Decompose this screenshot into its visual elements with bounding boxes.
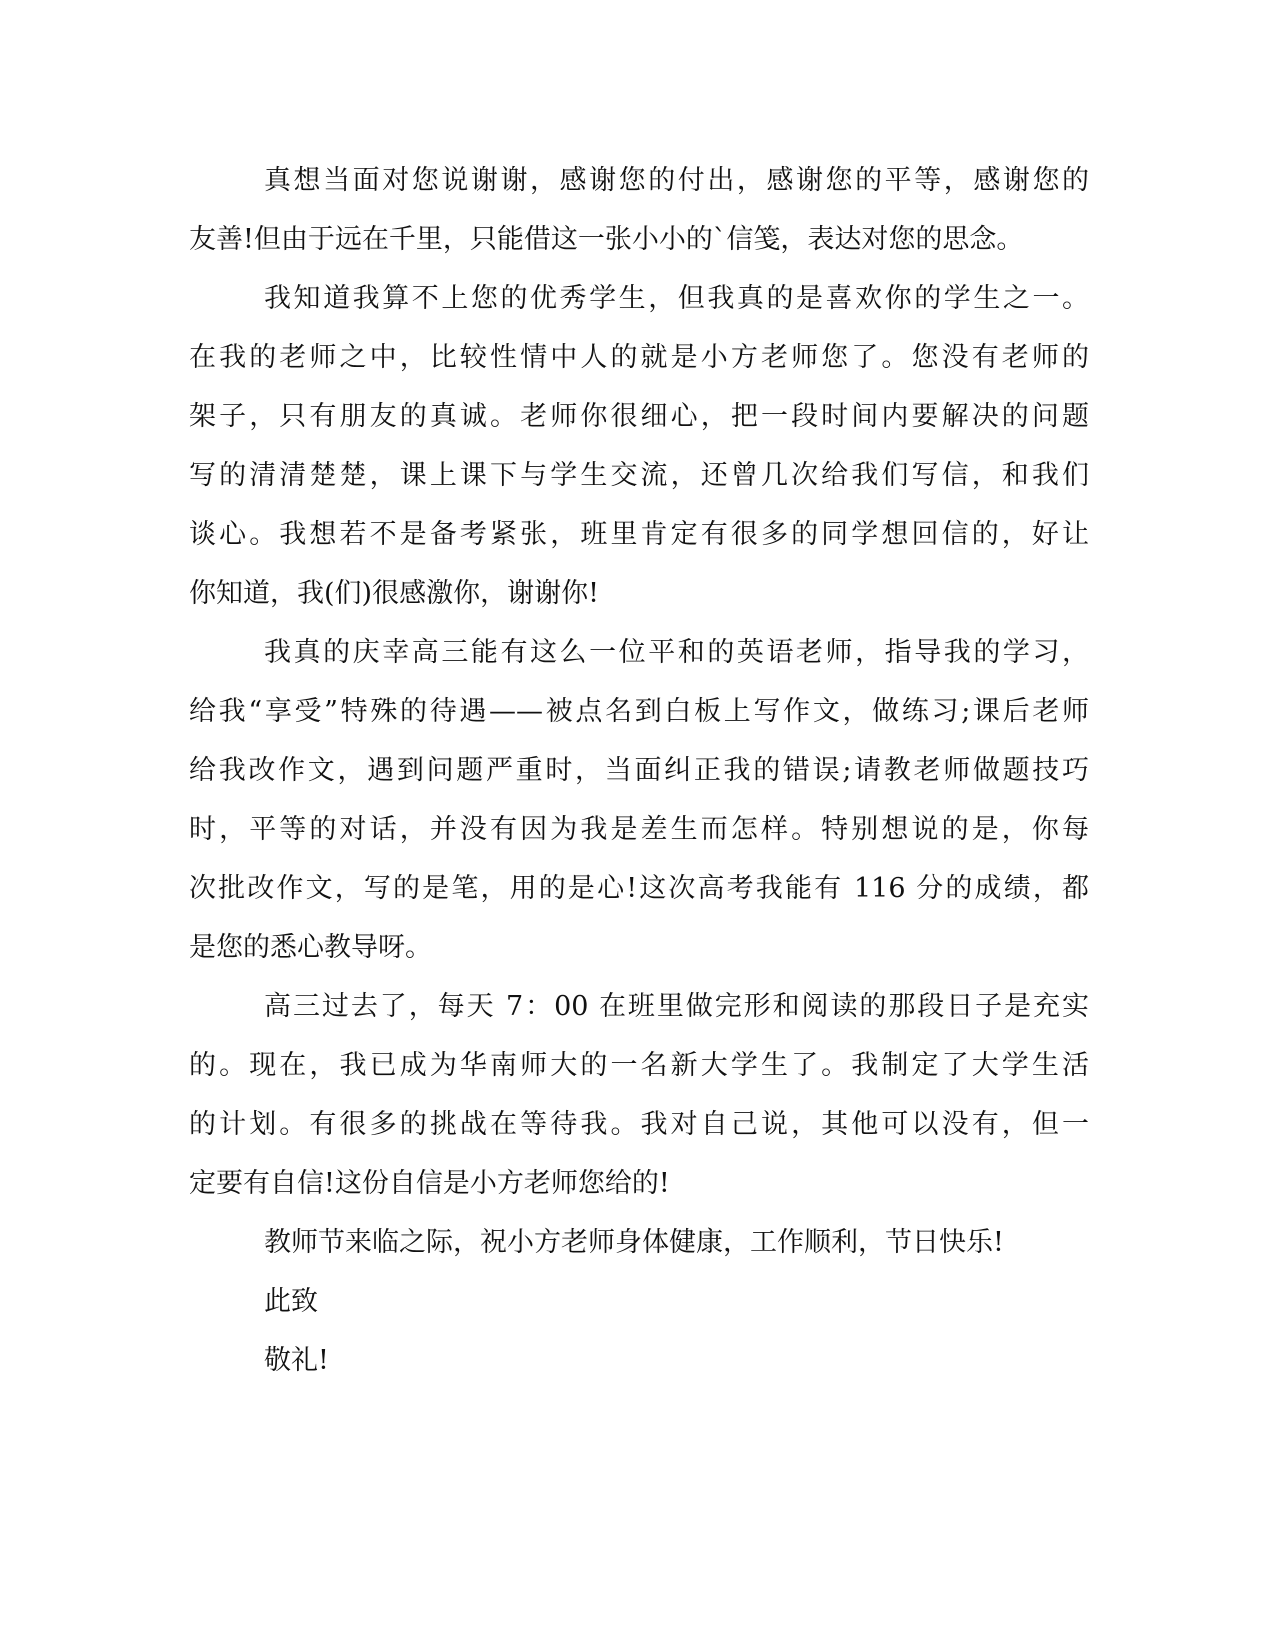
closing-regards: 敬礼! — [264, 1345, 329, 1376]
paragraph-2-line-5: 谈心。我想若不是备考紧张，班里肯定有很多的同学想回信的，好让 — [189, 519, 1089, 550]
paragraph-2-line-1: 我知道我算不上您的优秀学生，但我真的是喜欢你的学生之一。 — [264, 283, 1089, 314]
paragraph-3-line-2: 给我“享受”特殊的待遇——被点名到白板上写作文，做练习;课后老师 — [189, 696, 1089, 727]
paragraph-2-line-3: 架子，只有朋友的真诚。老师你很细心，把一段时间内要解决的问题 — [189, 401, 1089, 432]
paragraph-1-line-1: 真想当面对您说谢谢，感谢您的付出，感谢您的平等，感谢您的 — [264, 165, 1089, 196]
paragraph-3-line-5: 次批改作文，写的是笔，用的是心!这次高考我能有 116 分的成绩，都 — [189, 873, 1089, 904]
paragraph-2-line-6: 你知道，我(们)很感激你，谢谢你! — [189, 578, 599, 609]
paragraph-3-line-6: 是您的悉心教导呀。 — [189, 932, 432, 963]
paragraph-3-line-4: 时，平等的对话，并没有因为我是差生而怎样。特别想说的是，你每 — [189, 814, 1089, 845]
paragraph-3-line-1: 我真的庆幸高三能有这么一位平和的英语老师，指导我的学习， — [264, 637, 1089, 668]
paragraph-1-line-2: 友善!但由于远在千里，只能借这一张小小的`信笺，表达对您的思念。 — [189, 224, 1024, 255]
paragraph-2-line-2: 在我的老师之中，比较性情中人的就是小方老师您了。您没有老师的 — [189, 342, 1089, 373]
paragraph-2-line-4: 写的清清楚楚，课上课下与学生交流，还曾几次给我们写信，和我们 — [189, 460, 1089, 491]
paragraph-4-line-1: 高三过去了，每天 7：00 在班里做完形和阅读的那段日子是充实 — [264, 991, 1089, 1022]
paragraph-5-line-1: 教师节来临之际，祝小方老师身体健康，工作顺利，节日快乐! — [264, 1227, 1004, 1258]
paragraph-4-line-3: 的计划。有很多的挑战在等待我。我对自己说，其他可以没有，但一 — [189, 1109, 1089, 1140]
paragraph-4-line-4: 定要有自信!这份自信是小方老师您给的! — [189, 1168, 670, 1199]
paragraph-3-line-3: 给我改作文，遇到问题严重时，当面纠正我的错误;请教老师做题技巧 — [189, 755, 1089, 786]
closing-salutation: 此致 — [264, 1286, 318, 1317]
paragraph-4-line-2: 的。现在，我已成为华南师大的一名新大学生了。我制定了大学生活 — [189, 1050, 1089, 1081]
